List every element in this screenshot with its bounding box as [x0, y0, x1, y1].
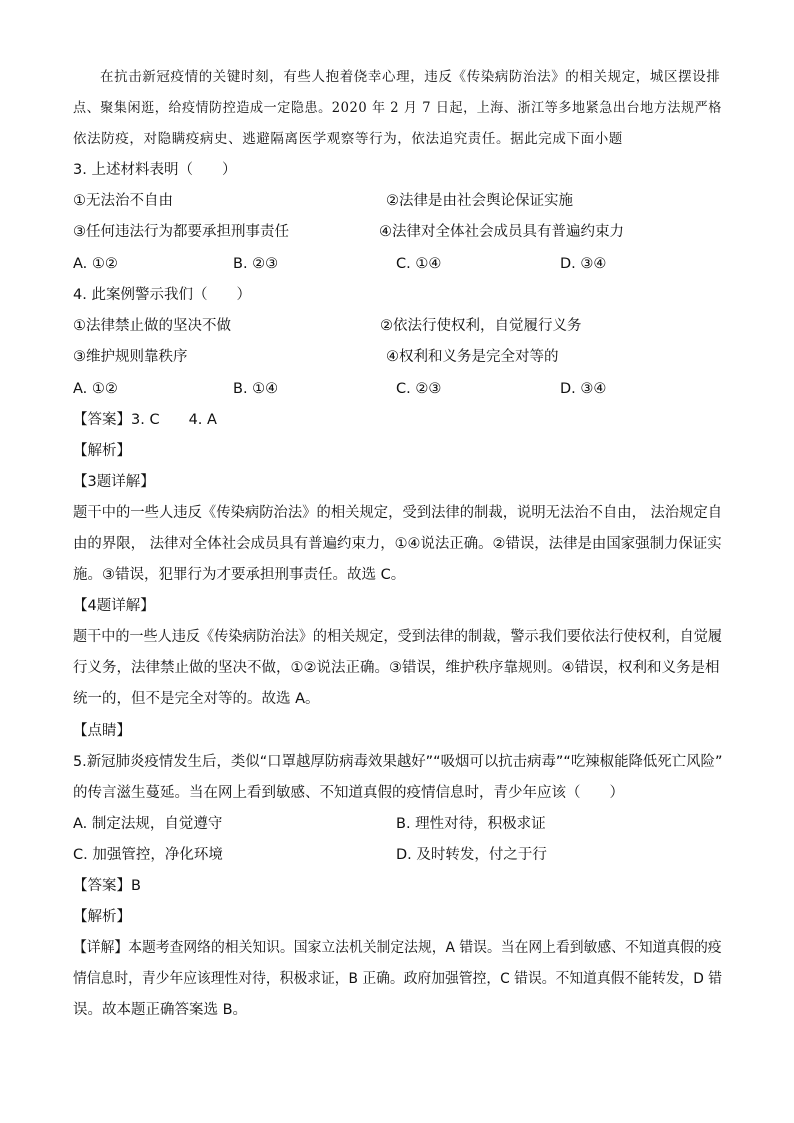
q4-option-c: C. ②③: [396, 381, 442, 397]
q5-option-b: B. 理性对待，积极求证: [396, 816, 546, 832]
q3-option-d: D. ③④: [560, 256, 607, 272]
q3-option-c: C. ①④: [396, 256, 442, 272]
question-3-stem: 3. 上述材料表明（ ）: [73, 162, 237, 178]
q3-option-b: B. ②③: [233, 256, 279, 272]
q4-option-d: D. ③④: [560, 381, 607, 397]
q3-statement-3: ③任何违法行为都要承担刑事责任: [73, 224, 289, 240]
detail-4-line-1: 题干中的一些人违反《传染病防治法》的相关规定，受到法律的制裁，警示我们要依法行使权利，自觉履: [73, 629, 722, 645]
detail-5-line-3: 误。故本题正确答案选 B。: [73, 1002, 248, 1018]
analysis-label: 【解析】: [73, 443, 131, 459]
q4-statement-2: ②依法行使权利，自觉履行义务: [380, 318, 582, 334]
detail-3-label: 【3题详解】: [73, 474, 155, 490]
question-5-stem-2: 的传言滋生蔓延。当在网上看到敏感、不知道真假的疫情信息时，青少年应该（ ）: [73, 785, 624, 801]
detail-4-line-2: 行义务，法律禁止做的坚决不做，①②说法正确。③错误，维护秩序靠规则。④错误，权利和义务是相: [73, 660, 720, 676]
detail-5-line-1: 【详解】本题考查网络的相关知识。国家立法机关制定法规，A 错误。当在网上看到敏感、不知道真假的疫: [73, 940, 722, 956]
intro-line-1: 在抗击新冠疫情的关键时刻，有些人抱着侥幸心理，违反《传染病防治法》的相关规定，城区摆设排: [100, 69, 721, 85]
q4-statement-3: ③维护规则靠秩序: [73, 349, 188, 365]
q4-option-a: A. ①②: [73, 381, 118, 397]
question-4-stem: 4. 此案例警示我们（ ）: [73, 287, 251, 303]
q5-option-a: A. 制定法规，自觉遵守: [73, 816, 223, 832]
answer-5: 【答案】B: [73, 878, 141, 894]
q4-option-b: B. ①④: [233, 381, 279, 397]
intro-line-2: 点、聚集闲逛，给疫情防控造成一定隐患。2020 年 2 月 7 日起，上海、浙江等多地紧急出台地方法规严格: [73, 100, 722, 116]
detail-4-label: 【4题详解】: [73, 598, 155, 614]
q3-statement-4: ④法律对全体社会成员具有普遍约束力: [379, 224, 624, 240]
q3-statement-2: ②法律是由社会舆论保证实施: [386, 193, 573, 209]
point-label: 【点睛】: [73, 723, 131, 739]
q5-option-c: C. 加强管控，净化环境: [73, 847, 223, 863]
detail-3-line-3: 施。③错误，犯罪行为才要承担刑事责任。故选 C。: [73, 567, 406, 583]
detail-4-line-3: 统一的，但不是完全对等的。故选 A。: [73, 691, 320, 707]
detail-5-line-2: 情信息时，青少年应该理性对待，积极求证，B 正确。政府加强管控，C 错误。不知道真假不能转发，D 错: [73, 971, 723, 987]
q5-option-d: D. 及时转发，付之于行: [396, 847, 547, 863]
analysis-5-label: 【解析】: [73, 909, 131, 925]
detail-3-line-1: 题干中的一些人违反《传染病防治法》的相关规定，受到法律的制裁，说明无法治不自由， 法治规定自: [73, 505, 723, 521]
q4-statement-4: ④权利和义务是完全对等的: [386, 349, 559, 365]
answer-3-4: 【答案】3. C 4. A: [73, 412, 217, 428]
q3-statement-1: ①无法治不自由: [73, 193, 173, 209]
question-5-stem-1: 5.新冠肺炎疫情发生后，类似“口罩越厚防病毒效果越好”“吸烟可以抗击病毒”“吃辣椒能降低死亡风险”: [73, 754, 723, 770]
detail-3-line-2: 由的界限， 法律对全体社会成员具有普遍约束力，①④说法正确。②错误，法律是由国家强制力保证实: [73, 536, 722, 552]
q4-statement-1: ①法律禁止做的坚决不做: [73, 318, 231, 334]
q3-option-a: A. ①②: [73, 256, 118, 272]
intro-line-3: 依法防疫，对隐瞒疫病史、逃避隔离医学观察等行为，依法追究责任。据此完成下面小题: [73, 131, 623, 147]
